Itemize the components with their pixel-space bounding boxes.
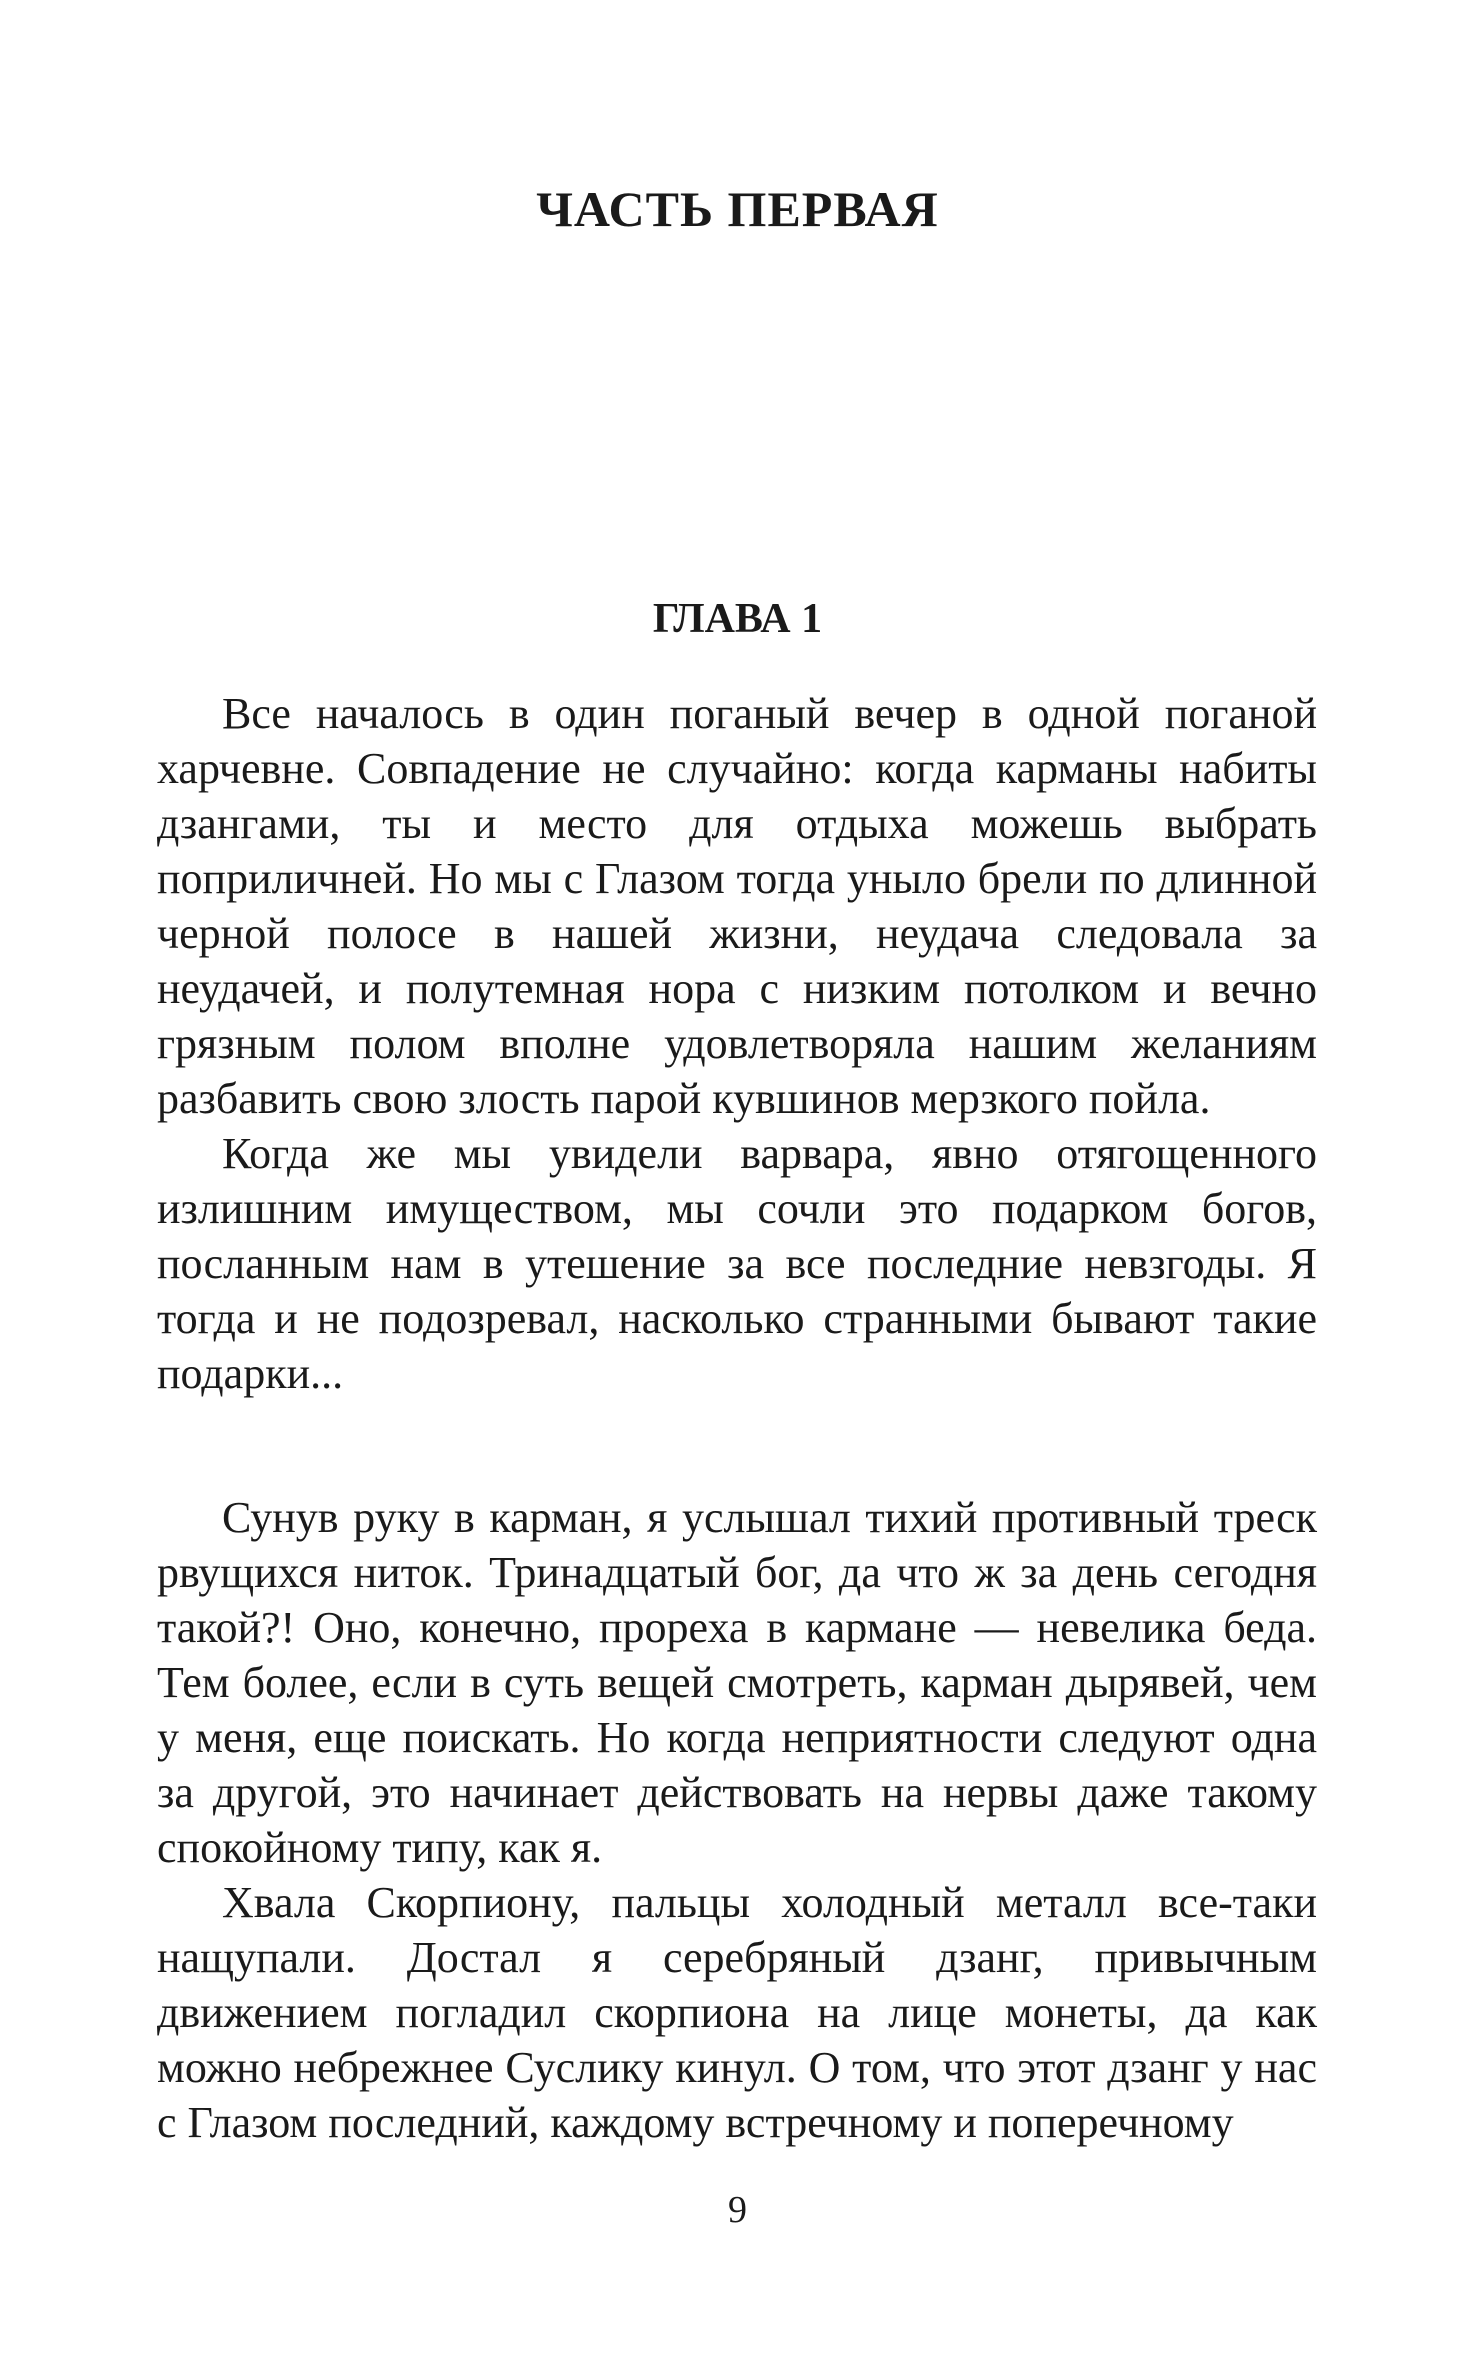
paragraph: Сунув руку в карман, я услышал тихий противный треск рвущихся ниток. Тринадцатый бог, да что ж за день сегодня такой?! Оно, конечно, прореха в кармане — невелика беда. Тем более, если в суть вещей смотреть, карман дырявей, чем у меня, еще поискать. Но когда неприятности следуют одна за другой, это начинает действовать на нервы даже такому спокойному типу, как я. [157, 1493, 1317, 1872]
section-2 [157, 1490, 1317, 2150]
paragraph: Все началось в один поганый вечер в одной поганой харчевне. Совпадение не случайно: когда карманы набиты дзангами, ты и место для отдыха можешь выбрать поприличней. Но мы с Глазом тогда уныло брели по длинной черной полосе в нашей жизни, неудача следовала за неудачей, и полутемная нора с низким потолком и вечно грязным полом вполне удовлетворяла нашим желаниям разбавить свою злость парой кувшинов мерзкого пойла. [157, 689, 1317, 1123]
page-number: 9 [728, 2189, 747, 2231]
chapter-title: ГЛАВА 1 [652, 596, 823, 642]
paragraph: Хвала Скорпиону, пальцы холодный металл все-таки нащупали. Достал я серебряный дзанг, привычным движением погладил скорпиона на лице монеты, да как можно небрежнее Суслику кинул. О том, что этот дзанг у нас с Глазом последний, каждому встречному и поперечному [157, 1878, 1317, 2147]
section-1 [157, 686, 1317, 1401]
part-title: ЧАСТЬ ПЕРВАЯ [536, 181, 939, 237]
paragraph: Когда же мы увидели варвара, явно отягощенного излишним имуществом, мы сочли это подарком богов, посланным нам в утешение за все последние невзгоды. Я тогда и не подозревал, насколько странными бывают такие подарки... [157, 1129, 1317, 1398]
